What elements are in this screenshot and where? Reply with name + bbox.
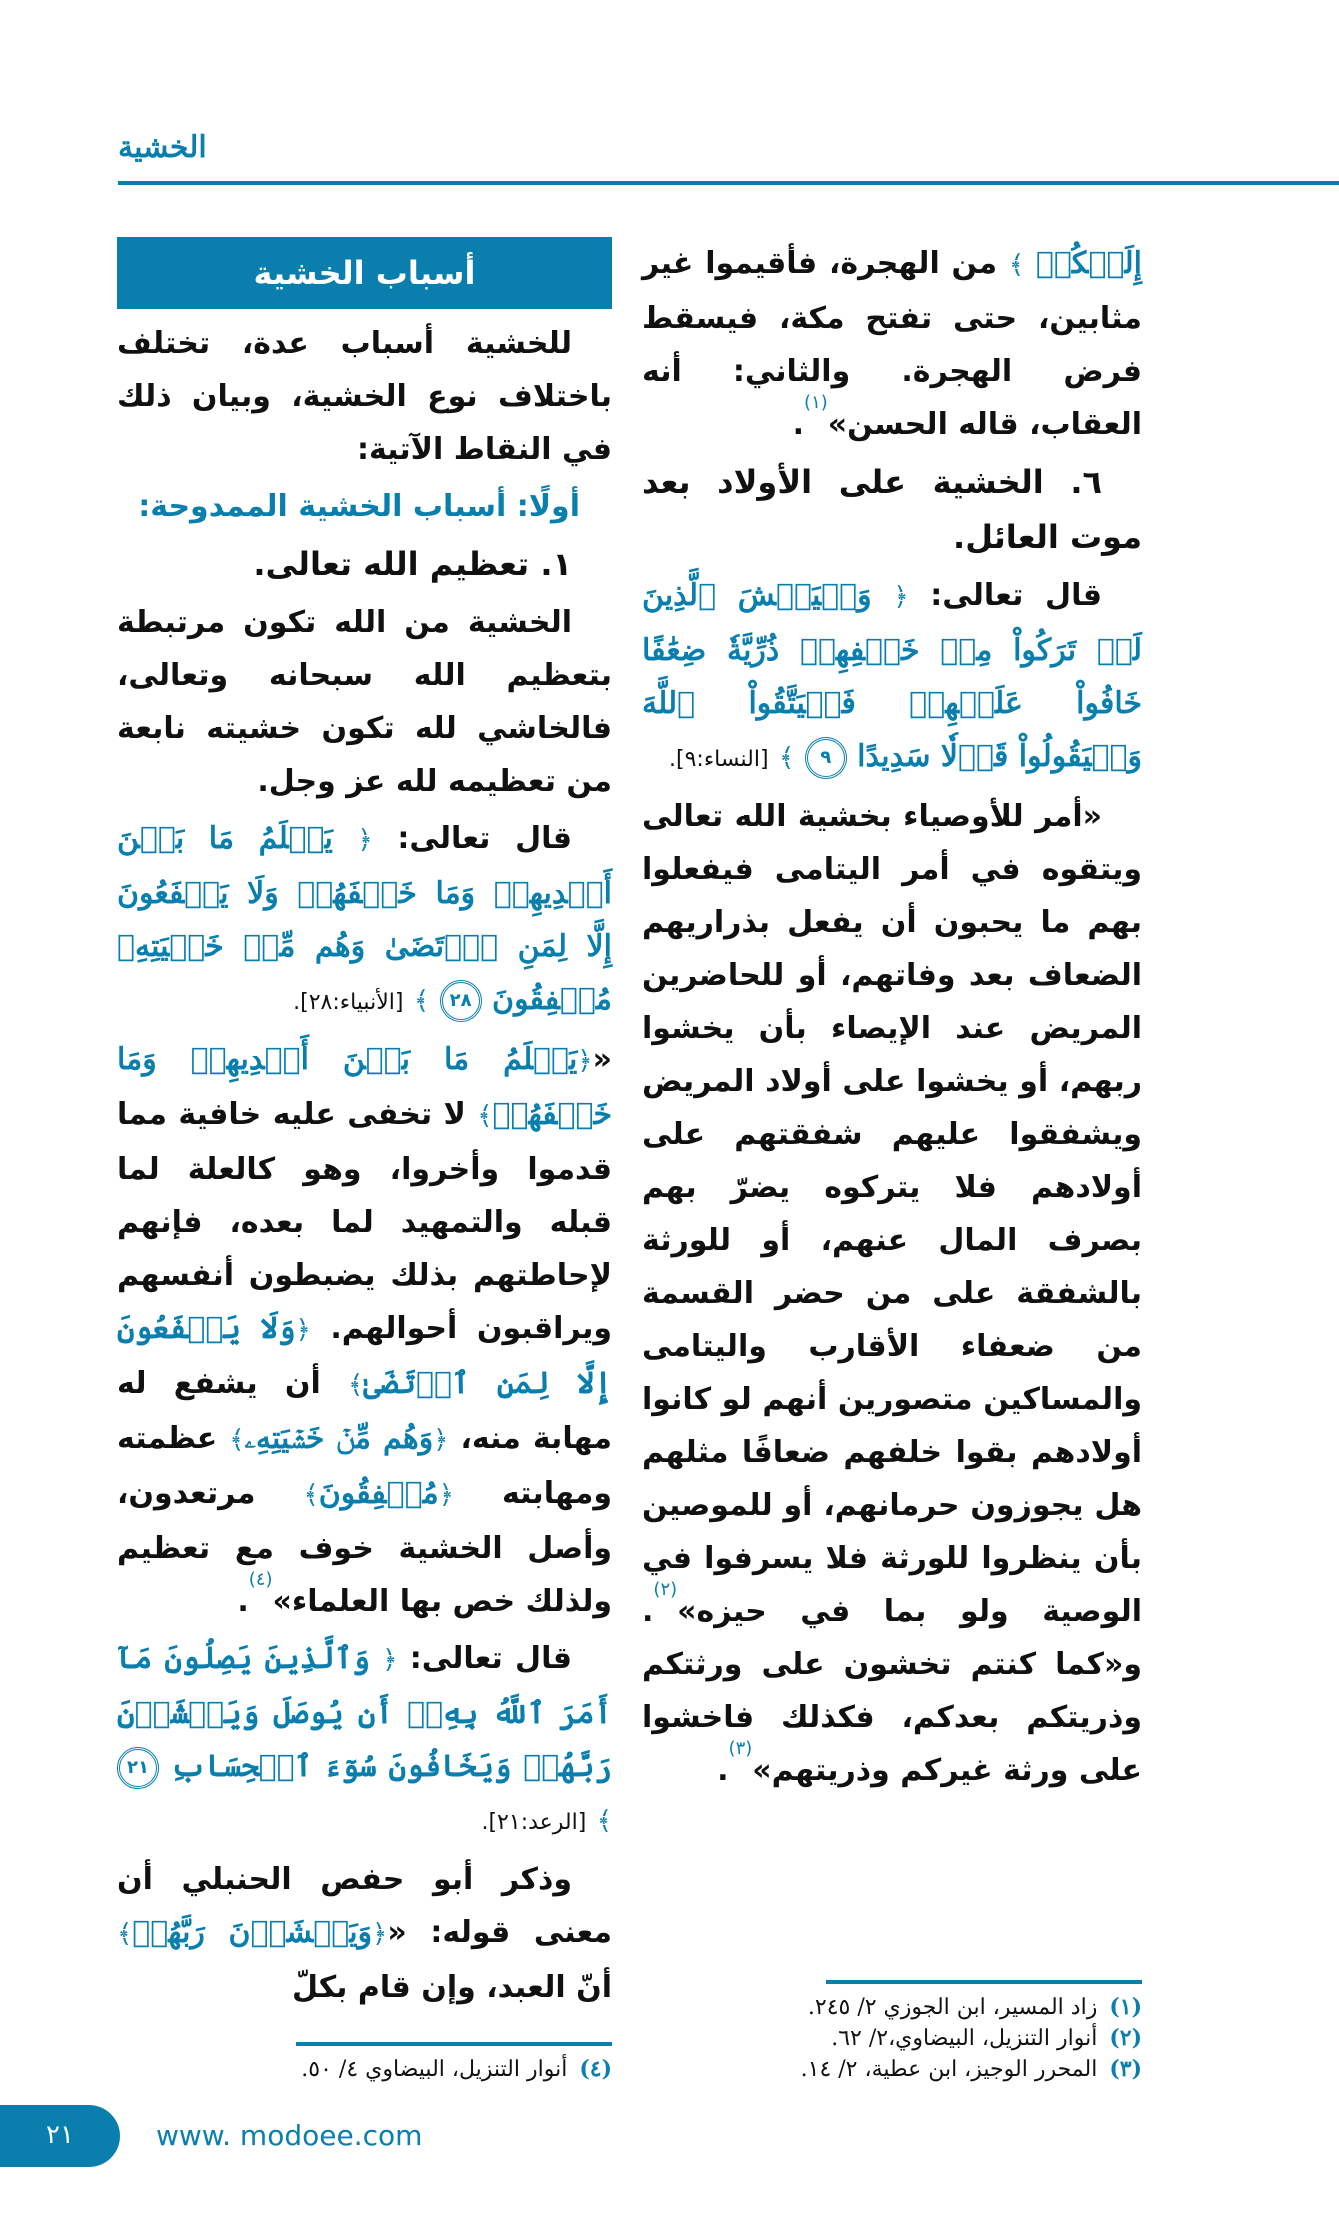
footnote-number: (٢) [1109,2025,1142,2051]
ornament-open-icon: ﴿ [372,1919,388,1949]
ornament-close-icon: ﴾ [477,1101,493,1131]
footnote-rule-left [296,2042,612,2046]
paragraph-raad-verse [117,1632,612,1849]
quote-mark: « [592,1042,612,1077]
left-column [117,237,612,2085]
verse-lead: قال تعالى: [930,578,1102,613]
footnote-area-right [642,1980,1142,2085]
ornament-open-icon: ﴿ [295,1315,311,1345]
ayah-quote: وَيَخۡشَوۡنَ رَبَّهُمۡ [132,1915,373,1950]
period: . [717,1753,729,1788]
ornament-close-icon: ﴾ [303,1480,319,1510]
footnote-number: (٣) [1109,2056,1142,2082]
ornament-close-icon: ﴾ [229,1425,245,1455]
ayah-quote: وَهُم مِّنۡ خَشۡيَتِهِۦ [244,1421,434,1456]
paragraph-text: عظمته ومهابته [117,1421,612,1511]
ayah-text: يَعۡلَمُ مَا بَيۡنَ أَيۡدِيهِمۡ وَمَا خَلۡفَهُمۡ وَلَا يَشۡفَعُونَ إِلَّا لِمَنِ ٱرۡتَضَىٰ وَهُم مِّنۡ خَشۡيَتِهِۦ مُشۡفِقُونَ [117,821,612,1017]
ornament-open-icon: ﴿ [357,825,373,855]
footnote-number: (٤) [579,2056,612,2082]
paragraph-hijra [642,237,1142,451]
paragraph-text: وذكر أبو حفص الحنبلي أن معنى قوله: [117,1862,612,1950]
footnote-ref-1[interactable]: (١) [804,392,828,413]
paragraph-text: «أمر للأوصياء بخشية الله تعالى ويتقوه في أمر اليتامى فيفعلوا بهم ما يحبون أن يفعل بذراريهم الضعاف بعد وفاتهم، أو للحاضرين المريض عند الإيصاء بأن يخشوا ربهم، أو يخشوا على أولاد المريض ويشفقوا عليهم شفقتهم على أولادهم فلا يتركوه يضرّ بهم بصرف المال عنهم، أو للورثة بالشفقة على من حضر القسمة من ضعفاء الأقارب واليتامى والمساكين متصورين أنهم لو كانوا أولادهم بقوا خلفهم ضعافًا مثلهم هل يجوزون حرمانهم، أو للموصين بأن ينظروا للورثة فلا يسرفوا في الوصية ولو بما في حيزه» [642,799,1142,1629]
ornament-open-icon: ﴿ [893,582,909,612]
ayah-text: وَٱلَّذِينَ يَصِلُونَ مَآ أَمَرَ ٱللَّهُ بِهِۦٓ أَن يُوصَلَ وَيَخۡشَوۡنَ رَبَّهُمۡ وَيَخَافُونَ سُوٓءَ ٱلۡحِسَابِ [117,1641,612,1784]
footer [0,2105,1339,2225]
ornament-close-icon: ﴾ [596,1806,612,1836]
paragraph-text: لا تخفى عليه خافية مما قدموا وأخروا، وهو كالعلة لما قبله والتمهيد لما بعده، فإنهم لإحاطتهم بذلك يضبطون أنفسهم ويراقبون أحوالهم. [117,1097,613,1346]
ornament-open-icon: ﴿ [577,1046,593,1076]
ayah-number-badge: ٢١ [117,1747,159,1789]
ornament-close-icon: ﴾ [413,986,430,1016]
quote-mark: « [387,1915,407,1950]
ayah-fragment: إِلَيۡكُمۡ [1035,246,1142,281]
ayah-quote: مُشۡفِقُونَ [318,1476,439,1511]
ayah-number-badge: ٩ [805,737,847,779]
paragraph-tafsir [642,790,1142,1797]
footnote-rule-right [826,1980,1142,1984]
running-title: الخشية [118,130,207,165]
heading-point-1: ١. تعظيم الله تعالى. [253,545,572,583]
header-rule [118,181,1339,185]
right-column-body [642,237,1142,1956]
paragraph-text: مرتعدون، وأصل الخشية خوف مع تعظيم ولذلك خص بها العلماء» [117,1476,612,1619]
paragraph-text: من الهجرة، فأقيموا غير مثابين، حتى تفتح مكة، فيسقط فرض الهجرة. والثاني: أنه العقاب، قاله الحسن» [642,246,1142,442]
ayah-text: وَلۡيَخۡشَ ٱلَّذِينَ لَوۡ تَرَكُواْ مِنۡ خَلۡفِهِمۡ ذُرِّيَّةٗ ضِعَٰفًا خَافُواْ عَلَيۡهِمۡ فَلۡيَتَّقُواْ ٱللَّهَ وَلۡيَقُولُواْ قَوۡلٗا سَدِيدًا [642,578,1142,774]
ornament-close-icon: ﴾ [348,1370,364,1400]
paragraph-glorification: الخشية من الله تكون مرتبطة بتعظيم الله سبحانه وتعالى، فالخاشي لله تكون خشيته نابعة من تعظيمه لله عز وجل. [117,605,612,799]
paragraph-text: . و«كما كنتم تخشون على ورثتكم وذريتكم بعدكم، فكذلك فاخشوا على ورثة غيركم وذريتهم» [642,1594,1142,1788]
ayah-quote: وَلَا يَشۡفَعُونَ إِلَّا لِمَنِ ٱرۡتَضَىٰ [117,1311,612,1401]
masthead [0,0,1339,187]
ornament-open-icon: ﴿ [382,1645,398,1675]
footnote-ref-2[interactable]: (٢) [653,1579,678,1600]
paragraph-text: أنّ العبد، وإن قام بكلّ [291,1970,612,2005]
page-number-badge: ٢١ [0,2105,120,2167]
paragraph-text: أن يشفع له مهابة منه، [117,1366,612,1456]
ornament-open-icon: ﴿ [433,1425,449,1455]
footnote-item [117,2054,612,2085]
period: . [237,1584,249,1619]
period: . [792,407,805,442]
footnote-ref-4[interactable]: (٤) [248,1569,273,1590]
footnote-item [642,2054,1142,2085]
footnotes-left [117,2054,612,2085]
paragraph-nisa-verse [642,569,1142,786]
verse-lead: قال تعالى: [397,821,573,856]
surah-reference: [الرعد:٢١]. [481,1810,587,1835]
footnotes-right [642,1992,1142,2085]
footnote-item [642,2023,1142,2054]
paragraph-intro: للخشية أسباب عدة، تختلف باختلاف نوع الخشية، وبيان ذلك في النقاط الآتية: [117,326,612,467]
paragraph-anbiya-verse [117,812,612,1029]
left-column-body [117,237,612,2018]
footnote-text: أنوار التنزيل، البيضاوي ٤/ ٥٠. [301,2057,568,2082]
ornament-open-icon: ﴿ [438,1480,454,1510]
paragraph-abu-hafs [117,1853,612,2014]
verse-lead: قال تعالى: [409,1641,572,1676]
ornament-close-icon: ﴾ [117,1919,133,1949]
section-title-box: أسباب الخشية [117,237,612,309]
footnote-ref-3[interactable]: (٣) [728,1738,753,1759]
ayah-quote: يَعۡلَمُ مَا بَيۡنَ أَيۡدِيهِمۡ وَمَا خَلۡفَهُمۡ [117,1042,612,1132]
surah-reference: [الأنبياء:٢٨]. [293,990,404,1015]
footnote-number: (١) [1109,1994,1142,2020]
ornament-close-icon: ﴾ [1008,250,1025,280]
footnote-item [642,1992,1142,2023]
heading-point-6: ٦. الخشية على الأولاد بعد موت العائل. [642,463,1142,556]
subheading-praised-causes: أولًا: أسباب الخشية الممدوحة: [138,489,580,524]
surah-reference: [النساء:٩]. [669,747,769,772]
footnote-area-left [117,2042,612,2085]
right-column [642,237,1142,2085]
site-url-link[interactable]: www. modoee.com [156,2119,423,2152]
footnote-text: المحرر الوجيز، ابن عطية، ٢/ ١٤. [800,2057,1098,2082]
footnote-text: أنوار التنزيل، البيضاوي،٢/ ٦٢. [831,2026,1098,2051]
paragraph-tafsir-anbiya [117,1033,612,1628]
columns [0,187,1339,2085]
footnote-text: زاد المسير، ابن الجوزي ٢/ ٢٤٥. [807,1995,1098,2020]
ornament-close-icon: ﴾ [779,743,795,773]
ayah-number-badge: ٢٨ [440,980,482,1022]
